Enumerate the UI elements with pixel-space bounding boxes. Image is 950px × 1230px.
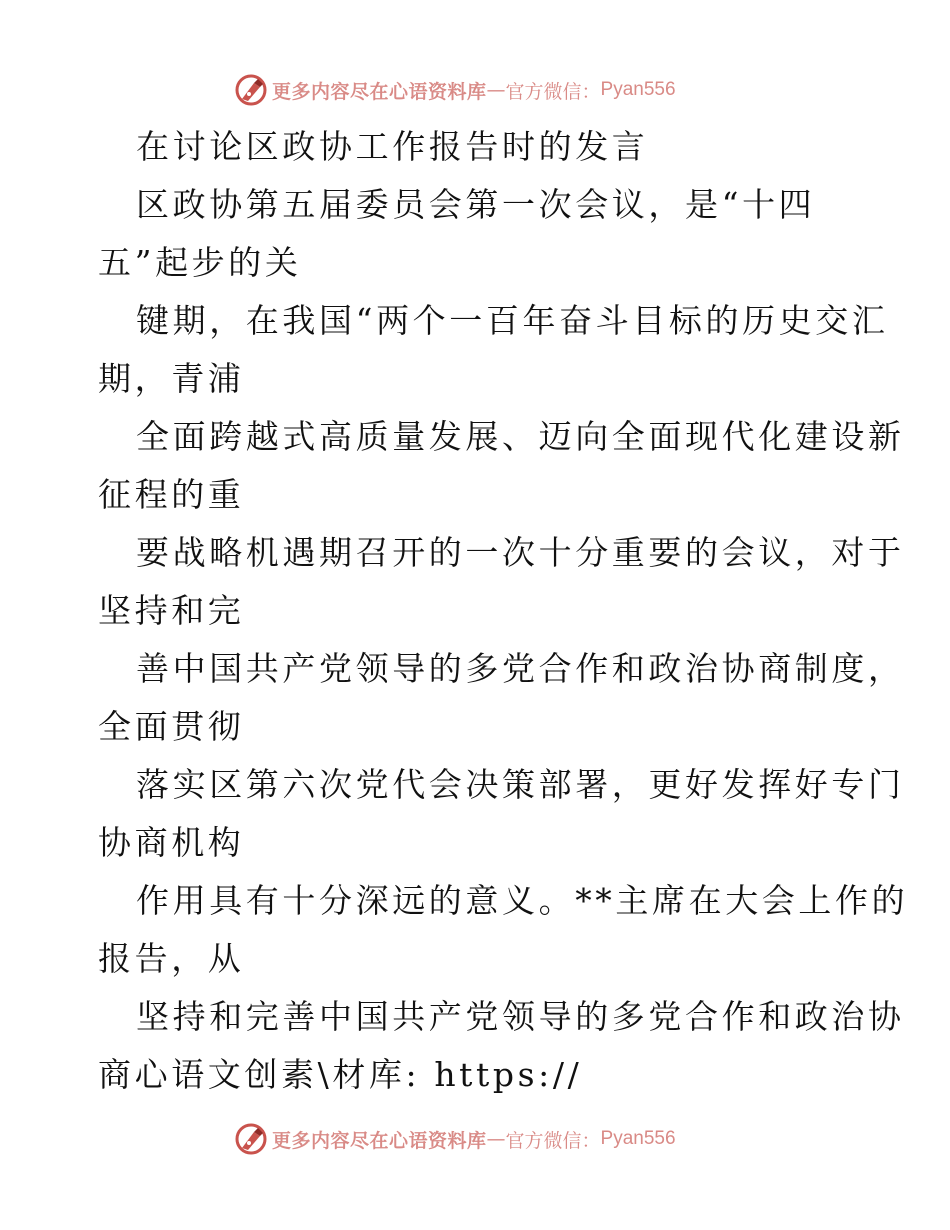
pen-nib-logo-icon bbox=[234, 1122, 268, 1156]
text-line: 全面跨越式高质量发展、迈向全面现代化建设新 bbox=[136, 417, 905, 456]
footer-banner bbox=[234, 1121, 676, 1157]
banner-text: 更多内容尽在心语资料库 bbox=[272, 1129, 487, 1152]
pen-nib-logo-icon bbox=[234, 73, 268, 107]
text-line: 坚持和完善中国共产党领导的多党合作和政治协 bbox=[136, 997, 905, 1036]
banner-wechat-id: Pyan556 bbox=[600, 1128, 676, 1149]
text-line: 坚持和完 bbox=[98, 591, 245, 630]
banner-text: 更多内容尽在心语资料库 bbox=[272, 80, 487, 103]
text-line: 作用具有十分深远的意义。**主席在大会上作的 bbox=[136, 881, 909, 920]
text-line: 商心语文创素\材库: https:// bbox=[98, 1055, 583, 1094]
text-line: 键期，在我国“两个一百年奋斗目标的历史交汇 bbox=[136, 301, 889, 340]
text-line: 协商机构 bbox=[98, 823, 245, 862]
header-banner bbox=[234, 72, 676, 108]
banner-wechat-label: 官方微信： bbox=[505, 1129, 601, 1152]
text-line: 善中国共产党领导的多党合作和政治协商制度， bbox=[136, 649, 905, 688]
text-line: 全面贯彻 bbox=[98, 707, 245, 746]
text-line: 要战略机遇期召开的一次十分重要的会议，对于 bbox=[136, 533, 905, 572]
text-line: 落实区第六次党代会决策部署，更好发挥好专门 bbox=[136, 765, 905, 804]
text-line: 区政协第五届委员会第一次会议，是“十四 bbox=[136, 185, 816, 224]
banner-wechat-id: Pyan556 bbox=[600, 79, 676, 100]
text-line: 期，青浦 bbox=[98, 359, 245, 398]
banner-separator: — bbox=[486, 1128, 506, 1150]
text-line: 五”起步的关 bbox=[98, 243, 302, 282]
text-line: 征程的重 bbox=[98, 475, 245, 514]
banner-separator: — bbox=[486, 79, 506, 101]
text-line: 报告，从 bbox=[98, 939, 245, 978]
banner-wechat-label: 官方微信： bbox=[505, 80, 601, 103]
document-title: 在讨论区政协工作报告时的发言 bbox=[136, 127, 649, 166]
